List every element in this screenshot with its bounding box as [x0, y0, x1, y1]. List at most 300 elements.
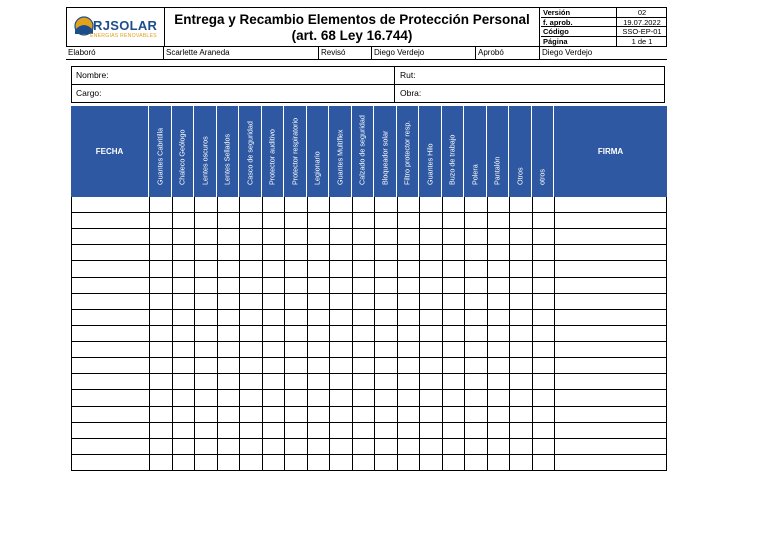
item-check-cell[interactable]: [533, 407, 556, 423]
item-check-cell[interactable]: [443, 390, 466, 406]
item-check-cell[interactable]: [330, 197, 353, 213]
item-check-cell[interactable]: [465, 423, 488, 439]
item-check-cell[interactable]: [330, 374, 353, 390]
item-check-cell[interactable]: [420, 342, 443, 358]
item-check-cell[interactable]: [398, 390, 421, 406]
item-check-cell[interactable]: [465, 407, 488, 423]
firma-cell[interactable]: [555, 245, 668, 261]
item-check-cell[interactable]: [375, 390, 398, 406]
item-check-cell[interactable]: [173, 245, 196, 261]
item-check-cell[interactable]: [173, 374, 196, 390]
item-check-cell[interactable]: [375, 213, 398, 229]
item-check-cell[interactable]: [488, 294, 511, 310]
item-check-cell[interactable]: [330, 326, 353, 342]
item-check-cell[interactable]: [218, 439, 241, 455]
item-check-cell[interactable]: [510, 213, 533, 229]
item-check-cell[interactable]: [533, 294, 556, 310]
item-check-cell[interactable]: [195, 423, 218, 439]
item-check-cell[interactable]: [285, 439, 308, 455]
item-check-cell[interactable]: [240, 423, 263, 439]
obra-field[interactable]: Obra:: [400, 87, 422, 98]
firma-cell[interactable]: [555, 423, 668, 439]
item-check-cell[interactable]: [330, 229, 353, 245]
item-check-cell[interactable]: [263, 358, 286, 374]
item-check-cell[interactable]: [533, 326, 556, 342]
item-check-cell[interactable]: [353, 455, 376, 471]
item-check-cell[interactable]: [240, 374, 263, 390]
item-check-cell[interactable]: [510, 358, 533, 374]
item-check-cell[interactable]: [465, 342, 488, 358]
item-check-cell[interactable]: [465, 294, 488, 310]
item-check-cell[interactable]: [488, 342, 511, 358]
item-check-cell[interactable]: [218, 310, 241, 326]
item-check-cell[interactable]: [240, 439, 263, 455]
fecha-cell[interactable]: [72, 197, 150, 213]
item-check-cell[interactable]: [443, 278, 466, 294]
firma-cell[interactable]: [555, 278, 668, 294]
item-check-cell[interactable]: [465, 374, 488, 390]
firma-cell[interactable]: [555, 342, 668, 358]
nombre-field[interactable]: Nombre:: [76, 70, 109, 80]
item-check-cell[interactable]: [510, 310, 533, 326]
item-check-cell[interactable]: [240, 390, 263, 406]
item-check-cell[interactable]: [330, 439, 353, 455]
item-check-cell[interactable]: [240, 407, 263, 423]
item-check-cell[interactable]: [150, 310, 173, 326]
item-check-cell[interactable]: [240, 310, 263, 326]
item-check-cell[interactable]: [533, 358, 556, 374]
item-check-cell[interactable]: [285, 358, 308, 374]
item-check-cell[interactable]: [195, 229, 218, 245]
item-check-cell[interactable]: [285, 342, 308, 358]
item-check-cell[interactable]: [510, 261, 533, 277]
item-check-cell[interactable]: [150, 374, 173, 390]
item-check-cell[interactable]: [285, 245, 308, 261]
item-check-cell[interactable]: [510, 407, 533, 423]
item-check-cell[interactable]: [420, 197, 443, 213]
item-check-cell[interactable]: [308, 423, 331, 439]
item-check-cell[interactable]: [263, 310, 286, 326]
firma-cell[interactable]: [555, 407, 668, 423]
item-check-cell[interactable]: [510, 390, 533, 406]
rut-field[interactable]: Rut:: [400, 70, 416, 80]
item-check-cell[interactable]: [398, 197, 421, 213]
item-check-cell[interactable]: [488, 245, 511, 261]
item-check-cell[interactable]: [353, 245, 376, 261]
item-check-cell[interactable]: [488, 213, 511, 229]
item-check-cell[interactable]: [398, 342, 421, 358]
item-check-cell[interactable]: [263, 197, 286, 213]
item-check-cell[interactable]: [308, 213, 331, 229]
item-check-cell[interactable]: [150, 358, 173, 374]
item-check-cell[interactable]: [308, 407, 331, 423]
item-check-cell[interactable]: [330, 455, 353, 471]
item-check-cell[interactable]: [488, 407, 511, 423]
item-check-cell[interactable]: [263, 261, 286, 277]
firma-cell[interactable]: [555, 358, 668, 374]
item-check-cell[interactable]: [195, 197, 218, 213]
item-check-cell[interactable]: [285, 423, 308, 439]
item-check-cell[interactable]: [420, 261, 443, 277]
item-check-cell[interactable]: [218, 278, 241, 294]
item-check-cell[interactable]: [488, 229, 511, 245]
item-check-cell[interactable]: [240, 455, 263, 471]
item-check-cell[interactable]: [443, 407, 466, 423]
item-check-cell[interactable]: [443, 342, 466, 358]
item-check-cell[interactable]: [308, 245, 331, 261]
item-check-cell[interactable]: [443, 423, 466, 439]
fecha-cell[interactable]: [72, 326, 150, 342]
item-check-cell[interactable]: [375, 229, 398, 245]
item-check-cell[interactable]: [308, 278, 331, 294]
firma-cell[interactable]: [555, 261, 668, 277]
item-check-cell[interactable]: [510, 229, 533, 245]
item-check-cell[interactable]: [285, 229, 308, 245]
fecha-cell[interactable]: [72, 310, 150, 326]
item-check-cell[interactable]: [465, 213, 488, 229]
item-check-cell[interactable]: [195, 326, 218, 342]
item-check-cell[interactable]: [420, 455, 443, 471]
item-check-cell[interactable]: [465, 358, 488, 374]
item-check-cell[interactable]: [173, 423, 196, 439]
item-check-cell[interactable]: [285, 407, 308, 423]
item-check-cell[interactable]: [195, 439, 218, 455]
fecha-cell[interactable]: [72, 342, 150, 358]
item-check-cell[interactable]: [173, 261, 196, 277]
item-check-cell[interactable]: [488, 439, 511, 455]
item-check-cell[interactable]: [420, 310, 443, 326]
item-check-cell[interactable]: [285, 261, 308, 277]
item-check-cell[interactable]: [375, 342, 398, 358]
item-check-cell[interactable]: [150, 326, 173, 342]
fecha-cell[interactable]: [72, 407, 150, 423]
item-check-cell[interactable]: [150, 294, 173, 310]
item-check-cell[interactable]: [465, 278, 488, 294]
item-check-cell[interactable]: [510, 294, 533, 310]
item-check-cell[interactable]: [173, 294, 196, 310]
item-check-cell[interactable]: [218, 358, 241, 374]
item-check-cell[interactable]: [420, 213, 443, 229]
item-check-cell[interactable]: [240, 358, 263, 374]
item-check-cell[interactable]: [398, 229, 421, 245]
item-check-cell[interactable]: [218, 455, 241, 471]
item-check-cell[interactable]: [398, 213, 421, 229]
firma-cell[interactable]: [555, 390, 668, 406]
item-check-cell[interactable]: [150, 455, 173, 471]
item-check-cell[interactable]: [398, 278, 421, 294]
item-check-cell[interactable]: [285, 374, 308, 390]
item-check-cell[interactable]: [353, 310, 376, 326]
item-check-cell[interactable]: [510, 439, 533, 455]
item-check-cell[interactable]: [443, 213, 466, 229]
item-check-cell[interactable]: [353, 261, 376, 277]
item-check-cell[interactable]: [308, 358, 331, 374]
item-check-cell[interactable]: [173, 455, 196, 471]
item-check-cell[interactable]: [263, 294, 286, 310]
item-check-cell[interactable]: [330, 310, 353, 326]
item-check-cell[interactable]: [218, 342, 241, 358]
item-check-cell[interactable]: [263, 245, 286, 261]
item-check-cell[interactable]: [375, 326, 398, 342]
item-check-cell[interactable]: [533, 439, 556, 455]
item-check-cell[interactable]: [330, 390, 353, 406]
fecha-cell[interactable]: [72, 245, 150, 261]
item-check-cell[interactable]: [443, 358, 466, 374]
item-check-cell[interactable]: [195, 294, 218, 310]
fecha-cell[interactable]: [72, 439, 150, 455]
fecha-cell[interactable]: [72, 423, 150, 439]
item-check-cell[interactable]: [398, 439, 421, 455]
item-check-cell[interactable]: [353, 374, 376, 390]
item-check-cell[interactable]: [150, 245, 173, 261]
item-check-cell[interactable]: [420, 245, 443, 261]
item-check-cell[interactable]: [398, 245, 421, 261]
item-check-cell[interactable]: [443, 294, 466, 310]
item-check-cell[interactable]: [510, 342, 533, 358]
fecha-cell[interactable]: [72, 229, 150, 245]
item-check-cell[interactable]: [285, 455, 308, 471]
item-check-cell[interactable]: [218, 374, 241, 390]
item-check-cell[interactable]: [443, 261, 466, 277]
item-check-cell[interactable]: [218, 261, 241, 277]
item-check-cell[interactable]: [173, 278, 196, 294]
item-check-cell[interactable]: [195, 278, 218, 294]
item-check-cell[interactable]: [353, 278, 376, 294]
item-check-cell[interactable]: [398, 358, 421, 374]
item-check-cell[interactable]: [173, 390, 196, 406]
fecha-cell[interactable]: [72, 358, 150, 374]
item-check-cell[interactable]: [488, 197, 511, 213]
item-check-cell[interactable]: [375, 455, 398, 471]
firma-cell[interactable]: [555, 326, 668, 342]
item-check-cell[interactable]: [533, 455, 556, 471]
item-check-cell[interactable]: [533, 374, 556, 390]
item-check-cell[interactable]: [308, 261, 331, 277]
item-check-cell[interactable]: [263, 326, 286, 342]
item-check-cell[interactable]: [465, 455, 488, 471]
item-check-cell[interactable]: [398, 326, 421, 342]
fecha-cell[interactable]: [72, 278, 150, 294]
item-check-cell[interactable]: [285, 213, 308, 229]
item-check-cell[interactable]: [195, 374, 218, 390]
item-check-cell[interactable]: [353, 294, 376, 310]
item-check-cell[interactable]: [375, 197, 398, 213]
item-check-cell[interactable]: [330, 245, 353, 261]
item-check-cell[interactable]: [240, 261, 263, 277]
item-check-cell[interactable]: [240, 213, 263, 229]
item-check-cell[interactable]: [510, 455, 533, 471]
item-check-cell[interactable]: [533, 229, 556, 245]
item-check-cell[interactable]: [510, 278, 533, 294]
fecha-cell[interactable]: [72, 213, 150, 229]
item-check-cell[interactable]: [240, 294, 263, 310]
item-check-cell[interactable]: [510, 245, 533, 261]
item-check-cell[interactable]: [150, 439, 173, 455]
item-check-cell[interactable]: [443, 310, 466, 326]
item-check-cell[interactable]: [218, 326, 241, 342]
item-check-cell[interactable]: [465, 326, 488, 342]
item-check-cell[interactable]: [308, 326, 331, 342]
item-check-cell[interactable]: [398, 261, 421, 277]
item-check-cell[interactable]: [240, 326, 263, 342]
item-check-cell[interactable]: [420, 374, 443, 390]
fecha-cell[interactable]: [72, 455, 150, 471]
item-check-cell[interactable]: [150, 213, 173, 229]
item-check-cell[interactable]: [465, 197, 488, 213]
item-check-cell[interactable]: [533, 261, 556, 277]
item-check-cell[interactable]: [353, 423, 376, 439]
item-check-cell[interactable]: [218, 294, 241, 310]
item-check-cell[interactable]: [218, 390, 241, 406]
item-check-cell[interactable]: [443, 229, 466, 245]
item-check-cell[interactable]: [420, 407, 443, 423]
item-check-cell[interactable]: [195, 390, 218, 406]
item-check-cell[interactable]: [150, 197, 173, 213]
item-check-cell[interactable]: [173, 439, 196, 455]
item-check-cell[interactable]: [263, 278, 286, 294]
item-check-cell[interactable]: [533, 197, 556, 213]
item-check-cell[interactable]: [420, 278, 443, 294]
item-check-cell[interactable]: [150, 423, 173, 439]
item-check-cell[interactable]: [308, 455, 331, 471]
item-check-cell[interactable]: [488, 326, 511, 342]
item-check-cell[interactable]: [353, 439, 376, 455]
item-check-cell[interactable]: [173, 407, 196, 423]
item-check-cell[interactable]: [240, 278, 263, 294]
item-check-cell[interactable]: [240, 342, 263, 358]
item-check-cell[interactable]: [195, 358, 218, 374]
item-check-cell[interactable]: [533, 423, 556, 439]
item-check-cell[interactable]: [195, 310, 218, 326]
item-check-cell[interactable]: [353, 213, 376, 229]
item-check-cell[interactable]: [353, 358, 376, 374]
item-check-cell[interactable]: [308, 229, 331, 245]
item-check-cell[interactable]: [398, 455, 421, 471]
fecha-cell[interactable]: [72, 374, 150, 390]
item-check-cell[interactable]: [330, 261, 353, 277]
item-check-cell[interactable]: [375, 439, 398, 455]
cargo-field[interactable]: Cargo:: [76, 87, 102, 98]
item-check-cell[interactable]: [195, 245, 218, 261]
item-check-cell[interactable]: [173, 358, 196, 374]
item-check-cell[interactable]: [150, 278, 173, 294]
item-check-cell[interactable]: [375, 261, 398, 277]
item-check-cell[interactable]: [420, 229, 443, 245]
item-check-cell[interactable]: [465, 439, 488, 455]
item-check-cell[interactable]: [375, 245, 398, 261]
item-check-cell[interactable]: [195, 455, 218, 471]
item-check-cell[interactable]: [420, 358, 443, 374]
item-check-cell[interactable]: [443, 439, 466, 455]
item-check-cell[interactable]: [533, 245, 556, 261]
fecha-cell[interactable]: [72, 261, 150, 277]
item-check-cell[interactable]: [218, 229, 241, 245]
item-check-cell[interactable]: [285, 326, 308, 342]
fecha-cell[interactable]: [72, 294, 150, 310]
item-check-cell[interactable]: [330, 213, 353, 229]
item-check-cell[interactable]: [330, 294, 353, 310]
item-check-cell[interactable]: [308, 390, 331, 406]
item-check-cell[interactable]: [443, 326, 466, 342]
item-check-cell[interactable]: [308, 374, 331, 390]
item-check-cell[interactable]: [173, 342, 196, 358]
item-check-cell[interactable]: [420, 326, 443, 342]
item-check-cell[interactable]: [218, 423, 241, 439]
item-check-cell[interactable]: [533, 278, 556, 294]
item-check-cell[interactable]: [465, 229, 488, 245]
item-check-cell[interactable]: [263, 342, 286, 358]
item-check-cell[interactable]: [330, 342, 353, 358]
item-check-cell[interactable]: [263, 213, 286, 229]
item-check-cell[interactable]: [375, 310, 398, 326]
item-check-cell[interactable]: [353, 390, 376, 406]
item-check-cell[interactable]: [533, 342, 556, 358]
item-check-cell[interactable]: [330, 278, 353, 294]
item-check-cell[interactable]: [353, 229, 376, 245]
item-check-cell[interactable]: [218, 245, 241, 261]
firma-cell[interactable]: [555, 374, 668, 390]
item-check-cell[interactable]: [308, 197, 331, 213]
item-check-cell[interactable]: [285, 278, 308, 294]
item-check-cell[interactable]: [263, 390, 286, 406]
item-check-cell[interactable]: [330, 407, 353, 423]
firma-cell[interactable]: [555, 213, 668, 229]
firma-cell[interactable]: [555, 294, 668, 310]
item-check-cell[interactable]: [375, 407, 398, 423]
item-check-cell[interactable]: [195, 342, 218, 358]
item-check-cell[interactable]: [510, 374, 533, 390]
item-check-cell[interactable]: [218, 407, 241, 423]
firma-cell[interactable]: [555, 229, 668, 245]
firma-cell[interactable]: [555, 439, 668, 455]
item-check-cell[interactable]: [465, 261, 488, 277]
item-check-cell[interactable]: [443, 245, 466, 261]
item-check-cell[interactable]: [488, 278, 511, 294]
item-check-cell[interactable]: [420, 439, 443, 455]
firma-cell[interactable]: [555, 310, 668, 326]
item-check-cell[interactable]: [420, 423, 443, 439]
item-check-cell[interactable]: [533, 310, 556, 326]
item-check-cell[interactable]: [510, 326, 533, 342]
item-check-cell[interactable]: [218, 213, 241, 229]
item-check-cell[interactable]: [375, 358, 398, 374]
item-check-cell[interactable]: [398, 310, 421, 326]
item-check-cell[interactable]: [150, 261, 173, 277]
item-check-cell[interactable]: [150, 342, 173, 358]
item-check-cell[interactable]: [263, 374, 286, 390]
item-check-cell[interactable]: [443, 197, 466, 213]
item-check-cell[interactable]: [488, 310, 511, 326]
item-check-cell[interactable]: [443, 455, 466, 471]
item-check-cell[interactable]: [150, 390, 173, 406]
item-check-cell[interactable]: [488, 261, 511, 277]
item-check-cell[interactable]: [398, 407, 421, 423]
item-check-cell[interactable]: [420, 390, 443, 406]
item-check-cell[interactable]: [353, 326, 376, 342]
item-check-cell[interactable]: [173, 213, 196, 229]
item-check-cell[interactable]: [465, 390, 488, 406]
item-check-cell[interactable]: [533, 390, 556, 406]
item-check-cell[interactable]: [263, 407, 286, 423]
item-check-cell[interactable]: [465, 310, 488, 326]
item-check-cell[interactable]: [375, 423, 398, 439]
item-check-cell[interactable]: [330, 358, 353, 374]
firma-cell[interactable]: [555, 455, 668, 471]
fecha-cell[interactable]: [72, 390, 150, 406]
item-check-cell[interactable]: [263, 439, 286, 455]
item-check-cell[interactable]: [398, 294, 421, 310]
item-check-cell[interactable]: [398, 374, 421, 390]
